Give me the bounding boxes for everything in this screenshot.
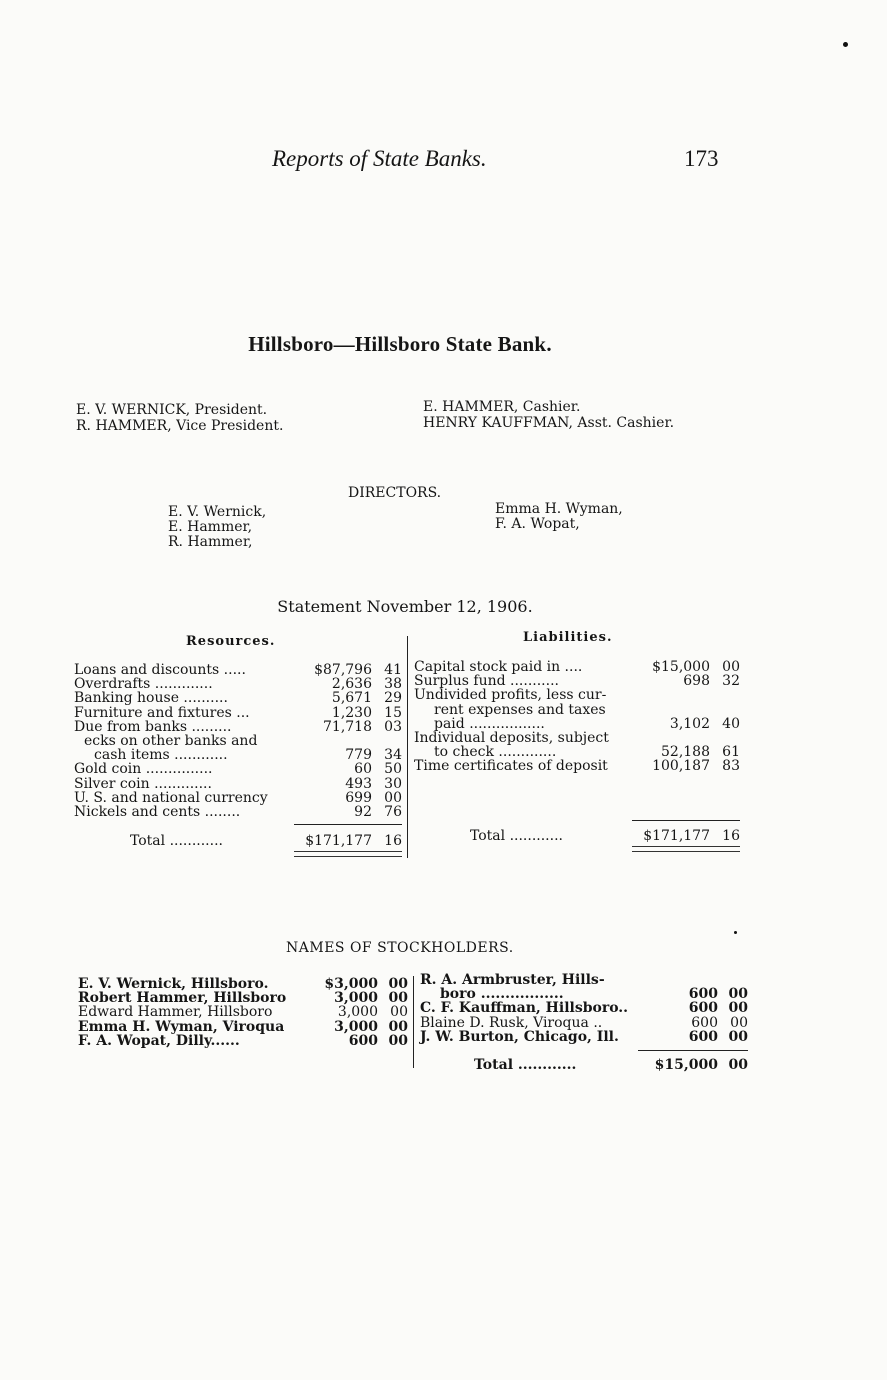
resource-row: Nickels and cents ........ 92 76 [74,803,402,820]
director-name: Emma H. Wyman, [495,501,623,517]
resource-row: Furniture and fixtures ... 1,230 15 [74,704,402,721]
resource-row: Gold coin ............... 60 50 [74,761,402,778]
resource-row: Silver coin ............. 493 30 [74,775,402,792]
liability-row: rent expenses and taxes [434,701,606,718]
liability-row: Individual deposits, subject [414,729,609,746]
liability-row: Time certificates of deposit 100,187 83 [414,758,740,775]
liabilities-table [414,660,740,774]
director-name: F. A. Wopat, [495,516,580,532]
liabilities-total-double-rule [632,846,740,852]
resource-row: Due from banks ......... 71,718 03 [74,718,402,735]
stockholders-total-label: Total ............ [474,1057,577,1073]
stockholder-row: Blaine D. Rusk, Viroqua .. 600 00 [420,1014,748,1031]
director-name: R. Hammer, [168,534,253,550]
stockholders-total-dollars: $15,000 [654,1057,718,1073]
stockholders-heading: NAMES OF STOCKHOLDERS. [286,940,514,956]
resource-row: Banking house .......... 5,671 29 [74,690,402,707]
officers-left [76,402,283,434]
officer-vice-president: R. HAMMER, Vice President. [76,418,284,434]
resources-total-row [74,834,402,848]
officers-right [423,399,674,431]
liability-row: Undivided profits, less cur- [414,687,607,704]
liabilities-total-cents: 16 [722,828,740,844]
resources-subtotal-rule [294,824,402,825]
stockholders-total-cents: 00 [728,1057,748,1073]
stockholders-center-divider [413,976,414,1068]
resources-total-label: Total ............ [130,833,223,849]
resources-total-dollars: $171,177 [305,833,372,849]
bank-title: Hillsboro—Hillsboro State Bank. [248,332,552,356]
liability-row: paid ................. 3,102 40 [434,715,740,732]
stockholder-row: Robert Hammer, Hillsboro 3,000 00 [78,990,408,1007]
liability-row: to check ............. 52,188 61 [434,744,740,761]
director-name: E. Hammer, [168,519,253,535]
resource-row: Overdrafts ............. 2,636 38 [74,676,402,693]
resource-row: Loans and discounts ..... $87,796 41 [74,662,402,678]
directors-heading: DIRECTORS. [348,485,442,501]
directors-right [495,502,623,532]
ink-speck [843,42,848,47]
statement-title: Statement November 12, 1906. [277,597,533,616]
resource-row: cash items ............ 779 34 [94,747,402,764]
officer-cashier: E. HAMMER, Cashier. [423,399,581,415]
running-title: Reports of State Banks. [272,146,487,171]
page-number: 173 [684,146,719,171]
resources-heading: Resources. [186,634,276,649]
stockholders-total-row [420,1058,748,1072]
resources-total-double-rule [294,851,402,857]
liabilities-subtotal-rule [632,820,740,821]
stockholder-row: E. V. Wernick, Hillsboro. $3,000 00 [78,976,408,992]
directors-left [168,505,266,550]
officer-asst-cashier: HENRY KAUFFMAN, Asst. Cashier. [423,415,675,431]
resource-row: ecks on other banks and [84,732,258,749]
resource-row: U. S. and national currency 699 00 [74,789,402,806]
liabilities-total-row [414,829,740,843]
stockholder-row: Emma H. Wyman, Viroqua 3,000 00 [78,1018,408,1035]
stockholder-row: C. F. Kauffman, Hillsboro.. 600 00 [420,1000,748,1017]
liabilities-heading: Liabilities. [523,630,613,645]
stockholder-row: F. A. Wopat, Dilly...... 600 00 [78,1032,408,1049]
stockholder-row: J. W. Burton, Chicago, Ill. 600 00 [420,1028,748,1045]
liability-row: Surplus fund ........... 698 32 [414,673,740,690]
stockholder-row: boro ................. 600 00 [440,986,748,1003]
officer-president: E. V. WERNICK, President. [76,402,268,418]
liabilities-total-label: Total ............ [470,828,563,844]
resources-total-cents: 16 [384,833,402,849]
stockholder-row: Edward Hammer, Hillsboro 3,000 00 [78,1004,408,1021]
statement-center-divider [407,636,408,858]
stockholders-total-rule [638,1050,748,1051]
director-name: E. V. Wernick, [168,504,267,520]
resources-table [74,663,402,819]
ink-speck [734,931,737,934]
stockholder-row: R. A. Armbruster, Hills- [420,972,605,988]
stockholders-right-table [420,973,748,1044]
liabilities-total-dollars: $171,177 [643,828,710,844]
liability-row: Capital stock paid in .... $15,000 00 [414,659,740,675]
stockholders-left-table [78,977,408,1048]
